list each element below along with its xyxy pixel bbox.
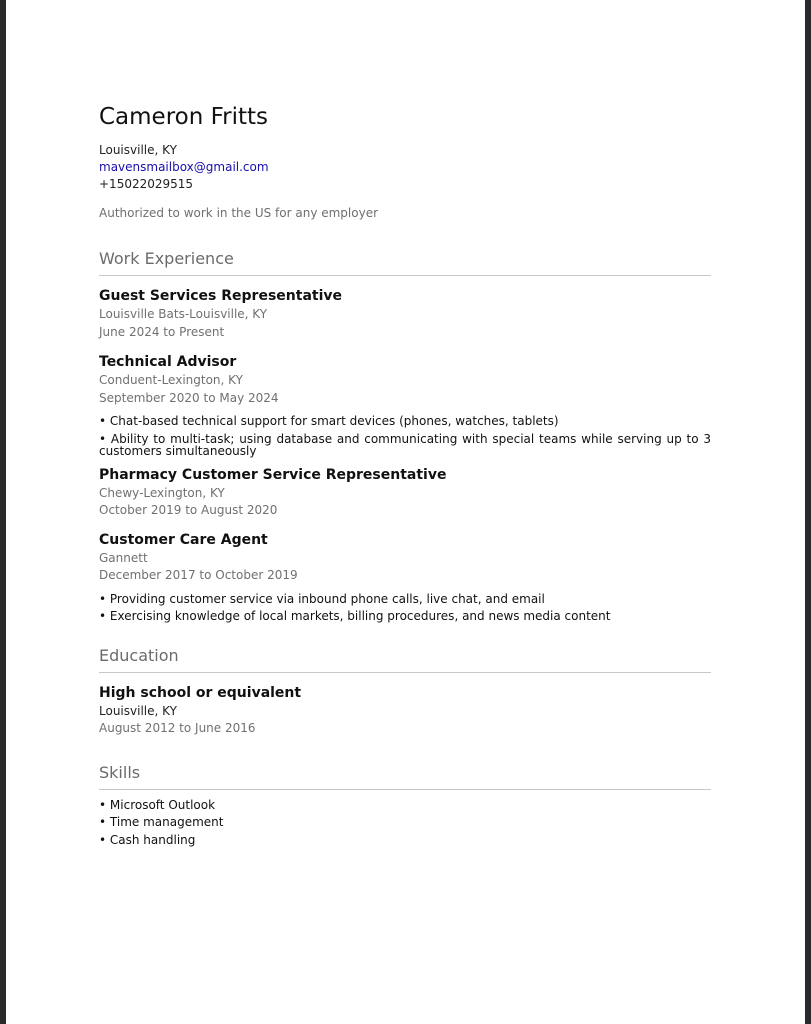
work-authorization: Authorized to work in the US for any employer: [99, 206, 379, 220]
education-dates: August 2012 to June 2016: [99, 721, 256, 735]
skill-item: • Time management: [99, 816, 711, 829]
job-bullets: [99, 415, 711, 458]
job-company: Chewy-Lexington, KY: [99, 485, 225, 500]
job-company: Conduent-Lexington, KY: [99, 373, 243, 387]
job-entry: [99, 530, 711, 623]
job-bullet: • Exercising knowledge of local markets, billing procedures, and news media content: [99, 610, 711, 623]
job-entry: [99, 352, 711, 458]
resume-content: [99, 100, 711, 851]
job-dates: December 2017 to October 2019: [99, 568, 298, 582]
phone-number: +15022029515: [99, 177, 194, 191]
job-bullet: • Chat-based technical support for smart devices (phones, watches, tablets): [99, 415, 711, 428]
job-title: Customer Care Agent: [99, 531, 268, 548]
degree-title: High school or equivalent: [99, 684, 302, 701]
education-heading: Education: [99, 645, 711, 673]
candidate-name: Cameron Fritts: [99, 104, 269, 130]
job-dates: June 2024 to Present: [99, 324, 225, 339]
education-section: [99, 645, 711, 738]
job-title: Guest Services Representative: [99, 288, 343, 304]
resume-page: [6, 0, 805, 1024]
job-entry: [99, 286, 711, 341]
skills-section: [99, 762, 711, 847]
job-dates: September 2020 to May 2024: [99, 390, 279, 405]
job-company: Gannett: [99, 550, 148, 565]
location: Louisville, KY: [99, 143, 177, 157]
job-title: Pharmacy Customer Service Representative: [99, 466, 447, 483]
job-company: Louisville Bats-Louisville, KY: [99, 307, 268, 321]
email-link[interactable]: mavensmailbox@gmail.com: [99, 160, 269, 174]
school-location: Louisville, KY: [99, 703, 177, 718]
work-experience-section: [99, 248, 711, 623]
job-title: Technical Advisor: [99, 354, 237, 370]
job-bullet: • Ability to multi-task; using database and communicating with special teams while serving up to 3 customers simultaneously: [99, 433, 711, 458]
skills-heading: Skills: [99, 762, 711, 790]
work-experience-heading: Work Experience: [99, 248, 711, 276]
job-bullet: • Providing customer service via inbound phone calls, live chat, and email: [99, 593, 711, 606]
job-entry: [99, 465, 711, 520]
education-entry: [99, 683, 711, 738]
job-bullets: [99, 593, 711, 623]
skill-item: • Cash handling: [99, 834, 711, 847]
skills-list: [99, 799, 711, 847]
skill-item: • Microsoft Outlook: [99, 799, 711, 812]
job-dates: October 2019 to August 2020: [99, 503, 278, 517]
